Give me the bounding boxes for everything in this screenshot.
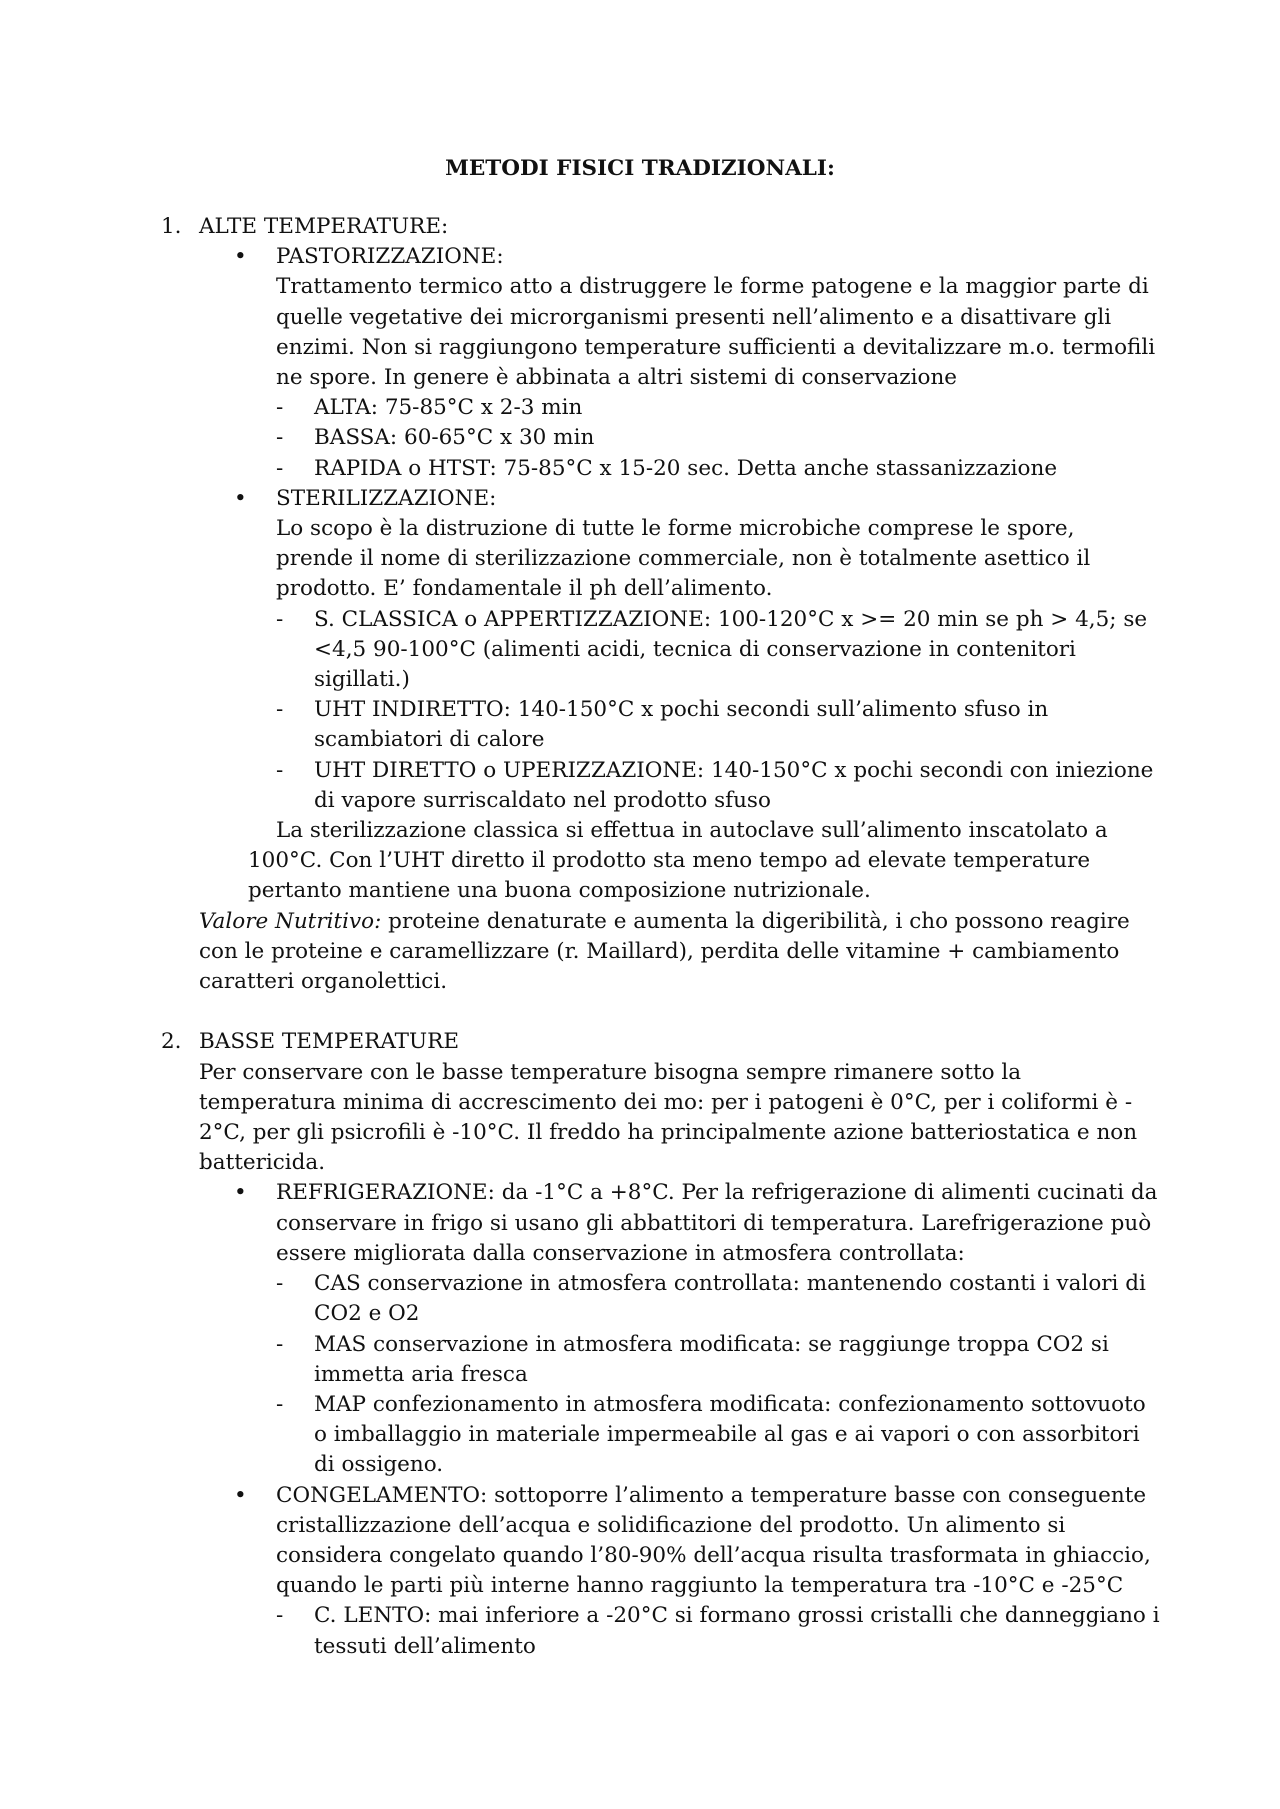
text-line: temperatura minima di accrescimento dei mo: per i patogeni è 0°C, per i coliformi è - (199, 1089, 1133, 1115)
dash-marker: - (276, 1603, 284, 1629)
text-line: UHT INDIRETTO: 140-150°C x pochi secondi sull’alimento sfuso in (314, 697, 1049, 723)
text-line: CAS conservazione in atmosfera controllata: mantenendo costanti i valori di (314, 1271, 1146, 1297)
dash-marker: - (276, 1271, 284, 1297)
dash-item (0, 1390, 1280, 1481)
document-title: METODI FISICI TRADIZIONALI: (445, 156, 835, 181)
section-number: 1. (161, 214, 182, 239)
bullet-icon: • (234, 244, 247, 270)
basse-temperature-description (0, 1058, 1280, 1179)
bullet-congelamento (0, 1481, 1280, 1602)
dash-item (0, 1269, 1280, 1329)
bullet-refrigerazione (0, 1178, 1280, 1269)
text-line: ne spore. In genere è abbinata a altri sistemi di conservazione (276, 365, 958, 391)
text-line: S. CLASSICA o APPERTIZZAZIONE: 100-120°C x >= 20 min se ph > 4,5; se (314, 606, 1148, 632)
text-line: prodotto. E’ fondamentale il ph dell’alimento. (276, 576, 773, 602)
bullet-icon: • (234, 1180, 247, 1206)
dash-marker: - (276, 606, 284, 632)
text-line: scambiatori di calore (314, 727, 545, 753)
text-line: MAS conservazione in atmosfera modificata: se raggiunge troppa CO2 si (314, 1331, 1109, 1357)
text-line: immetta aria fresca (314, 1361, 528, 1387)
text-line: di ossigeno. (314, 1452, 444, 1478)
section-title: BASSE TEMPERATURE (199, 1029, 460, 1055)
dash-item (0, 393, 1280, 423)
text-line: ALTA: 75-85°C x 2-3 min (314, 395, 583, 421)
text-line: BASSA: 60-65°C x 30 min (314, 425, 595, 451)
section-1-heading (0, 212, 1280, 242)
text-line: pertanto mantiene una buona composizione nutrizionale. (248, 878, 871, 904)
text-line: 2°C, per gli psicrofili è -10°C. Il freddo ha principalmente azione batteriostatica e non (199, 1120, 1138, 1146)
text-line: caratteri organolettici. (199, 969, 448, 995)
text-line: enzimi. Non si raggiungono temperature sufficienti a devitalizzare m.o. termofili (276, 334, 1156, 360)
text-line: Trattamento termico atto a distruggere le forme patogene e la maggior parte di (276, 274, 1149, 300)
text-line: cristallizzazione dell’acqua e solidificazione del prodotto. Un alimento si (276, 1512, 1066, 1538)
dash-item (0, 1330, 1280, 1390)
text-line: essere migliorata dalla conservazione in atmosfera controllata: (276, 1240, 965, 1266)
text-line: REFRIGERAZIONE: da -1°C a +8°C. Per la refrigerazione di alimenti cucinati da (276, 1180, 1158, 1206)
section-2-heading (0, 1027, 1280, 1057)
text-line: RAPIDA o HTST: 75-85°C x 15-20 sec. Detta anche stassanizzazione (314, 455, 1058, 481)
item-heading: PASTORIZZAZIONE: (276, 244, 504, 270)
dash-item (0, 454, 1280, 484)
text-line: tessuti dell’alimento (314, 1633, 536, 1659)
dash-marker: - (276, 425, 284, 451)
section-title: ALTE TEMPERATURE: (199, 214, 449, 239)
text-line: Per conservare con le basse temperature bisogna sempre rimanere sotto la (199, 1059, 1022, 1085)
text-line: UHT DIRETTO o UPERIZZAZIONE: 140-150°C x pochi secondi con iniezione (314, 757, 1154, 783)
text-line: quelle vegetative dei microrganismi presenti nell’alimento e a disattivare gli (276, 304, 1112, 330)
text-line: prende il nome di sterilizzazione commerciale, non è totalmente asettico il (276, 546, 1091, 572)
sterilizzazione-description (0, 514, 1280, 605)
text-line: di vapore surriscaldato nel prodotto sfuso (314, 787, 771, 813)
text-line: o imballaggio in materiale impermeabile al gas e ai vapori o con assorbitori (314, 1422, 1140, 1448)
dash-marker: - (276, 1391, 284, 1417)
text-line: <4,5 90-100°C (alimenti acidi, tecnica di conservazione in contenitori (314, 636, 1076, 662)
bullet-pastorizzazione (0, 242, 1280, 272)
dash-marker: - (276, 455, 284, 481)
text-line: con le proteine e caramellizzare (r. Maillard), perdita delle vitamine + cambiamento (199, 938, 1120, 964)
text-line: C. LENTO: mai inferiore a -20°C si formano grossi cristalli che danneggiano i (314, 1603, 1160, 1629)
dash-item (0, 605, 1280, 696)
dash-item (0, 756, 1280, 816)
text-line: CONGELAMENTO: sottoporre l’alimento a temperature basse con conseguente (276, 1482, 1147, 1508)
sterilizzazione-note (0, 816, 1280, 907)
dash-marker: - (276, 757, 284, 783)
text-line: CO2 e O2 (314, 1301, 420, 1327)
text-line: quando le parti più interne hanno raggiunto la temperatura tra -10°C e -25°C (276, 1573, 1124, 1599)
text-line: MAP confezionamento in atmosfera modificata: confezionamento sottovuoto (314, 1391, 1146, 1417)
text-line: proteine denaturate e aumenta la digeribilità, i cho possono reagire (381, 908, 1130, 934)
dash-item (0, 695, 1280, 755)
text-line: 100°C. Con l’UHT diretto il prodotto sta meno tempo ad elevate temperature (248, 848, 1091, 874)
text-line: La sterilizzazione classica si effettua in autoclave sull’alimento inscatolato a (276, 818, 1108, 844)
valore-label: Valore Nutritivo: (199, 908, 382, 934)
pastorizzazione-description (0, 272, 1280, 393)
section-number: 2. (161, 1029, 182, 1055)
dash-marker: - (276, 395, 284, 421)
text-line: Lo scopo è la distruzione di tutte le forme microbiche comprese le spore, (276, 516, 1075, 542)
item-heading: STERILIZZAZIONE: (276, 485, 497, 511)
text-line: considera congelato quando l’80-90% dell’acqua risulta trasformata in ghiaccio, (276, 1542, 1151, 1568)
bullet-icon: • (234, 485, 247, 511)
bullet-sterilizzazione (0, 484, 1280, 514)
document-body (0, 212, 1280, 1662)
dash-item (0, 423, 1280, 453)
dash-marker: - (276, 697, 284, 723)
dash-item (0, 1601, 1280, 1661)
blank-line (0, 997, 1280, 1027)
dash-marker: - (276, 1331, 284, 1357)
bullet-icon: • (234, 1482, 247, 1508)
text-line: sigillati.) (314, 667, 410, 693)
text-line: battericida. (199, 1150, 326, 1176)
valore-nutritivo (0, 907, 1280, 998)
text-line: conservare in frigo si usano gli abbattitori di temperatura. Larefrigerazione può (276, 1210, 1152, 1236)
